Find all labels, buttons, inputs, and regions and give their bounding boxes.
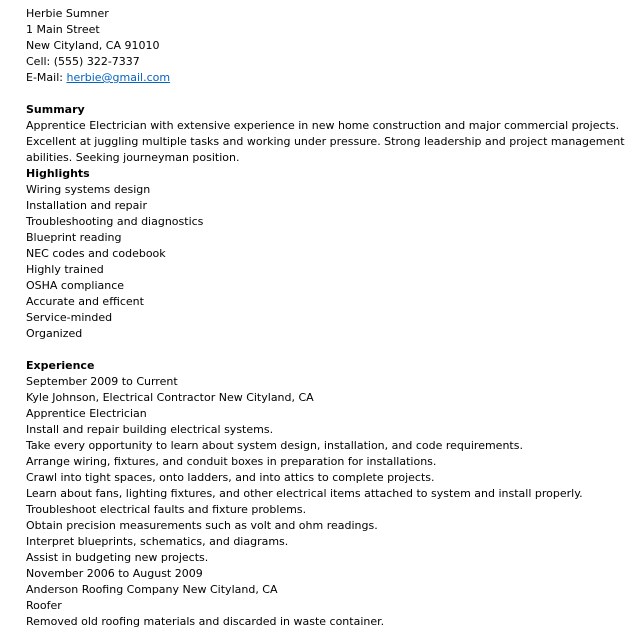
summary-line: Apprentice Electrician with extensive experience in new home construction and major commercial projects.	[26, 119, 620, 132]
job-dates: November 2006 to August 2009	[26, 567, 203, 580]
contact-street: 1 Main Street	[26, 23, 100, 36]
highlight-item: Blueprint reading	[26, 231, 122, 244]
job-entry	[26, 374, 626, 566]
spacer	[26, 86, 626, 102]
highlights-heading: Highlights	[26, 167, 90, 180]
job-duty: Install and repair building electrical systems.	[26, 423, 274, 436]
highlight-item: Highly trained	[26, 263, 104, 276]
job-duty: Assist in budgeting new projects.	[26, 551, 209, 564]
job-entry	[26, 566, 626, 630]
highlight-item: Troubleshooting and diagnostics	[26, 215, 204, 228]
highlights-section	[26, 166, 626, 342]
resume-document	[26, 6, 626, 630]
summary-line: Excellent at juggling multiple tasks and working under pressure. Strong leadership and project management	[26, 135, 625, 148]
contact-city: New Cityland, CA 91010	[26, 39, 160, 52]
highlight-item: Accurate and efficent	[26, 295, 144, 308]
job-title: Apprentice Electrician	[26, 407, 147, 420]
job-title: Roofer	[26, 599, 62, 612]
job-duty: Troubleshoot electrical faults and fixture problems.	[26, 503, 307, 516]
job-duty: Take every opportunity to learn about system design, installation, and code requirements.	[26, 439, 523, 452]
contact-name: Herbie Sumner	[26, 7, 109, 20]
highlight-item: Wiring systems design	[26, 183, 151, 196]
summary-section	[26, 102, 626, 166]
summary-heading: Summary	[26, 103, 85, 116]
job-duty: Removed old roofing materials and discarded in waste container.	[26, 615, 385, 628]
highlight-item: Organized	[26, 327, 83, 340]
contact-cell: Cell: (555) 322-7337	[26, 55, 140, 68]
email-link[interactable]: herbie@gmail.com	[66, 71, 171, 84]
experience-heading: Experience	[26, 359, 95, 372]
job-duty: Crawl into tight spaces, onto ladders, and into attics to complete projects.	[26, 471, 435, 484]
summary-line: abilities. Seeking journeyman position.	[26, 151, 240, 164]
job-employer: Anderson Roofing Company New Cityland, CA	[26, 583, 278, 596]
job-employer: Kyle Johnson, Electrical Contractor New Cityland, CA	[26, 391, 314, 404]
job-duty: Learn about fans, lighting fixtures, and other electrical items attached to system and install properly.	[26, 487, 583, 500]
spacer	[26, 342, 626, 358]
email-label: E-Mail:	[26, 71, 67, 84]
job-duty: Interpret blueprints, schematics, and diagrams.	[26, 535, 289, 548]
experience-section	[26, 358, 626, 630]
contact-block	[26, 6, 626, 86]
highlight-item: OSHA compliance	[26, 279, 125, 292]
job-duty: Obtain precision measurements such as volt and ohm readings.	[26, 519, 378, 532]
job-dates: September 2009 to Current	[26, 375, 178, 388]
job-duty: Arrange wiring, fixtures, and conduit boxes in preparation for installations.	[26, 455, 437, 468]
contact-email-line	[26, 70, 626, 86]
highlight-item: Service-minded	[26, 311, 113, 324]
highlight-item: NEC codes and codebook	[26, 247, 166, 260]
highlight-item: Installation and repair	[26, 199, 147, 212]
